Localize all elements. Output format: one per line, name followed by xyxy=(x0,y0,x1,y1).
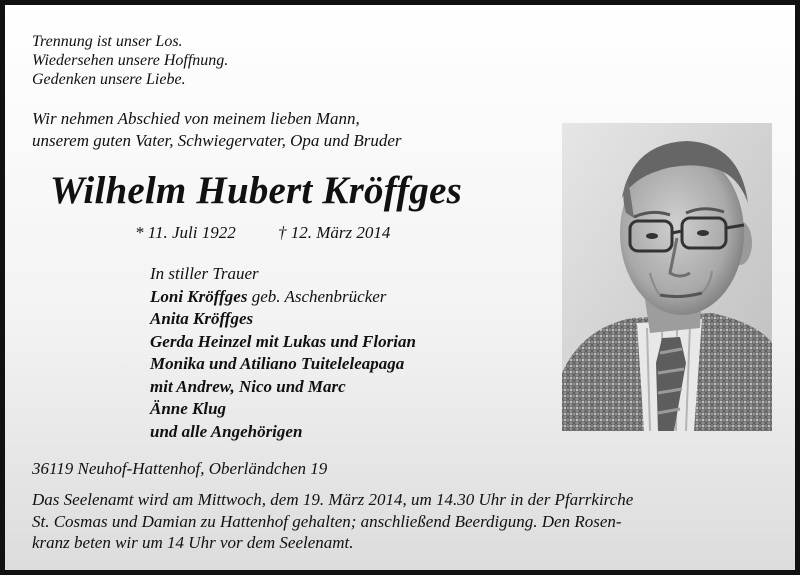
deceased-name: Wilhelm Hubert Kröffges xyxy=(50,169,462,212)
notice-line-3: kranz beten wir um 14 Uhr vor dem Seelenamt. xyxy=(32,533,354,552)
intro-line-2: unserem guten Vater, Schwiegervater, Opa und Bruder xyxy=(32,131,402,150)
mourners-list xyxy=(150,263,416,443)
intro-line-1: Wir nehmen Abschied von meinem lieben Mann, xyxy=(32,109,360,128)
mourners-heading: In stiller Trauer xyxy=(150,264,259,283)
mourner-line: Anita Kröffges xyxy=(150,309,254,328)
portrait-illustration xyxy=(562,123,772,431)
mourner-line: Änne Klug xyxy=(150,399,227,418)
motto-line-2: Wiedersehen unsere Hoffnung. xyxy=(32,52,229,69)
mourner-line: Monika und Atiliano Tuiteleleapaga xyxy=(150,354,405,373)
mourner-maiden-name: geb. Aschenbrücker xyxy=(247,286,387,306)
mourner-name-bold: Loni Kröffges xyxy=(150,286,248,306)
motto-line-1: Trennung ist unser Los. xyxy=(32,33,183,50)
mourner-line: mit Andrew, Nico und Marc xyxy=(150,376,346,396)
address: 36119 Neuhof-Hattenhof, Oberländchen 19 xyxy=(32,459,328,478)
funeral-notice xyxy=(32,489,752,554)
mourner-line: Gerda Heinzel mit Lukas und Florian xyxy=(150,331,416,351)
death-date: † 12. März 2014 xyxy=(277,223,391,242)
notice-line-2: St. Cosmas und Damian zu Hattenhof gehalten; anschließend Beerdigung. Den Rosen- xyxy=(32,511,622,531)
portrait-photo xyxy=(562,123,772,431)
motto-line-3: Gedenken unsere Liebe. xyxy=(32,71,186,88)
birth-date: * 11. Juli 1922 xyxy=(135,223,236,242)
motto xyxy=(32,32,228,89)
intro-text xyxy=(32,108,402,152)
notice-line-1: Das Seelenamt wird am Mittwoch, dem 19. März 2014, um 14.30 Uhr in der Pfarrkirche xyxy=(32,490,634,509)
mourner-line xyxy=(150,286,416,309)
mourner-line: und alle Angehörigen xyxy=(150,421,303,441)
life-dates xyxy=(135,223,390,243)
